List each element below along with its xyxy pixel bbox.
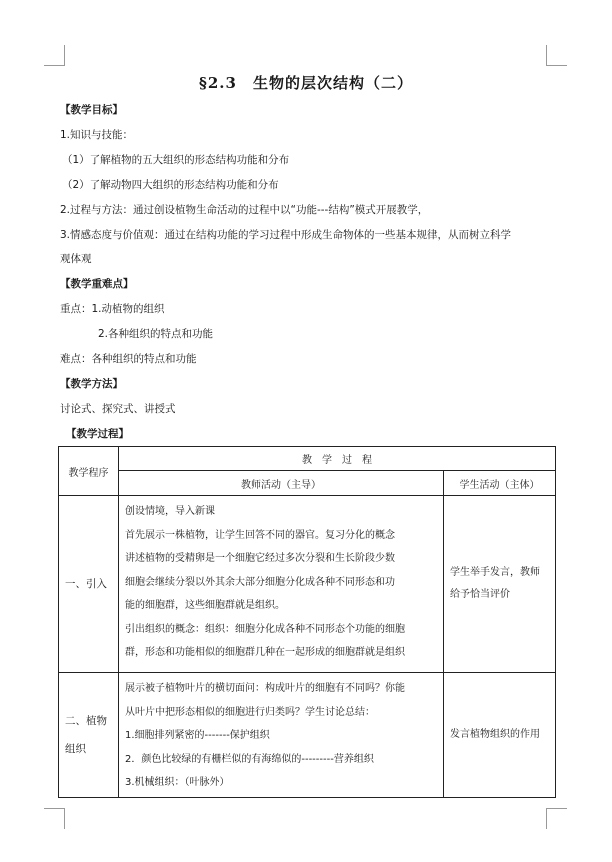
table-row [59, 496, 556, 673]
process-table [58, 446, 556, 798]
crop-mark-top-left [44, 45, 65, 66]
header-student: 学生活动（主体） [444, 471, 556, 496]
teacher-line: 创设情境，导入新课 [125, 506, 215, 517]
key-point-2: 2.各种组织的特点和功能 [98, 328, 214, 340]
goal-3b: 观体观 [60, 253, 92, 265]
teacher-line: 首先展示一株植物，让学生回答不同的器官。复习分化的概念 [125, 529, 395, 541]
goal-1: 1.知识与技能： [60, 129, 134, 141]
teacher-line: 群，形态和功能相似的细胞群几种在一起形成的细胞群就是组织 [125, 647, 405, 658]
stage-cell: 一、引入 [59, 496, 119, 673]
stage-line: 二、植物 [65, 714, 107, 727]
teacher-line: 2．颜色比较绿的有栅栏似的有海绵似的---------营养组织 [125, 753, 374, 765]
difficult-point: 难点：各种组织的特点和功能 [60, 353, 197, 365]
student-line: 学生举手发言，教师 [450, 567, 540, 578]
teacher-line: 3.机械组织：（叶脉外） [125, 777, 230, 788]
student-cell: 发言植物组织的作用 [444, 673, 556, 798]
method-heading: 【教学方法】 [60, 378, 123, 390]
crop-mark-top-right [546, 45, 567, 66]
process-heading: 【教学过程】 [66, 428, 129, 440]
header-procedure: 教学程序 [59, 447, 119, 496]
stage-line: 组织 [65, 742, 86, 755]
header-teacher: 教师活动（主导） [119, 471, 444, 496]
teacher-line: 讲述植物的受精卵是一个细胞它经过多次分裂和生长阶段少数 [125, 553, 395, 564]
key-point-1: 重点：1.动植物的组织 [60, 303, 165, 315]
table-row [59, 673, 556, 798]
teacher-cell [119, 496, 444, 673]
goal-2: 2.过程与方法：通过创设植物生命活动的过程中以“功能---结构”模式开展教学， [60, 204, 429, 216]
key-heading: 【教学重难点】 [60, 278, 134, 290]
teacher-line: 能的细胞群，这些细胞群就是组织。 [125, 600, 285, 611]
goals-heading: 【教学目标】 [60, 104, 123, 116]
teacher-cell [119, 673, 444, 798]
teacher-line: 1.细胞排列紧密的-------保护组织 [125, 730, 270, 741]
teacher-line: 展示被子植物叶片的横切面问：构成叶片的细胞有不同吗？你能 [125, 683, 405, 694]
goal-1a: （1）了解植物的五大组织的形态结构功能和分布 [62, 154, 290, 166]
student-line: 给予恰当评价 [450, 589, 510, 600]
teacher-line: 从叶片中把形态相似的细胞进行归类吗？学生讨论总结： [125, 706, 375, 718]
crop-mark-bottom-left [44, 808, 65, 829]
methods: 讨论式、探究式、讲授式 [60, 403, 176, 415]
student-cell [444, 496, 556, 673]
header-process: 教 学 过 程 [119, 447, 556, 471]
goal-3a: 3.情感态度与价值观：通过在结构功能的学习过程中形成生命物体的一些基本规律，从而树立科学 [60, 229, 512, 241]
teacher-line: 引出组织的概念：组织：细胞分化成各种不同形态个功能的细胞 [125, 623, 405, 635]
teacher-line: 细胞会继续分裂以外其余大部分细胞分化成各种不同形态和功 [125, 576, 395, 588]
page-title: §2.3 生物的层次结构（二） [199, 74, 413, 92]
stage-cell [59, 673, 119, 798]
crop-mark-bottom-right [546, 808, 567, 829]
goal-1b: （2）了解动物四大组织的形态结构功能和分布 [62, 179, 279, 191]
